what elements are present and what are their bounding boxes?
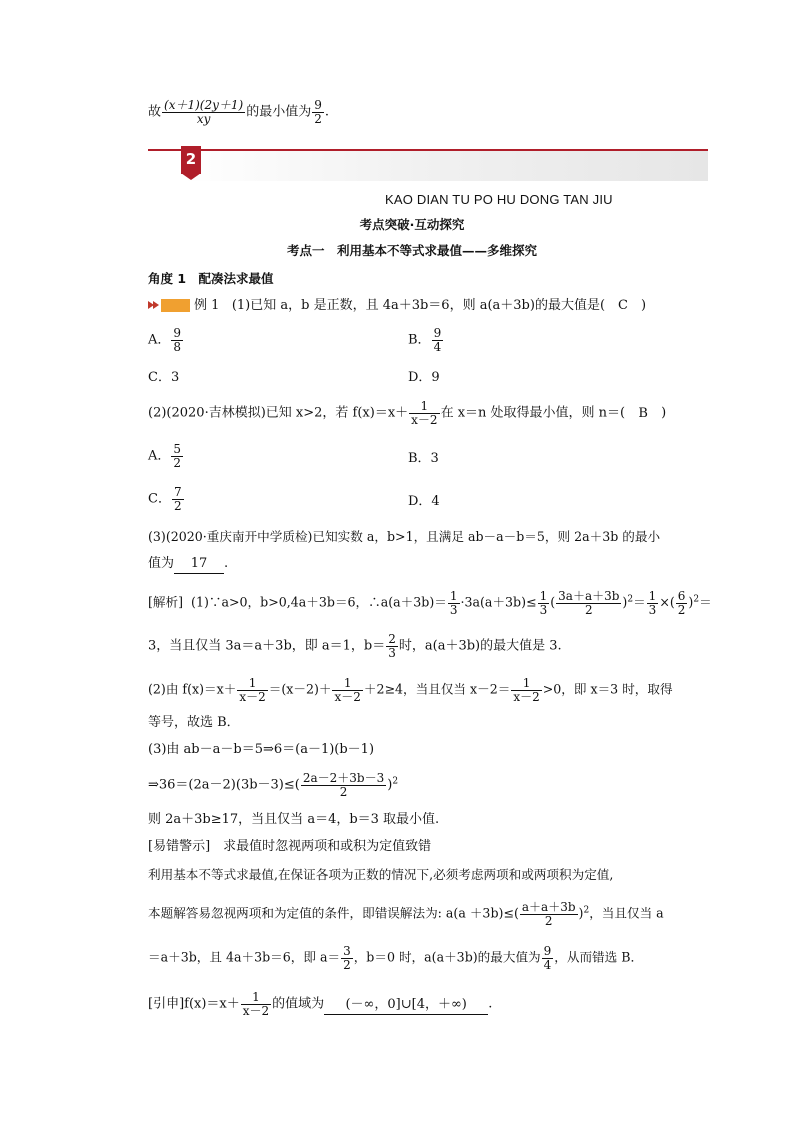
- option-c: C． $\frac{7}{2}$: [148, 485, 182, 513]
- option-d: D．4: [408, 494, 440, 509]
- section-title: 考点突破·互动探究: [359, 217, 465, 232]
- fraction: $\frac{1}{x-2}$: [242, 990, 270, 1018]
- fraction: $\frac{1}{3}$: [539, 589, 548, 617]
- fraction: $\frac{9}{4}$: [543, 944, 552, 972]
- example-marker-icon: [148, 299, 190, 312]
- example1-q3-line1: (3)(2020·重庆南开中学质检)已知实数 a，b>1，且满足 ab－a－b＝5，则 2a＋3b 的最小: [148, 529, 661, 544]
- fraction: $\frac{1}{x-2}$: [513, 676, 540, 704]
- solution-part2-line1: (2)由 f(x)＝x＋ $\frac{1}{x-2}$ ＝(x－2)＋ $\frac{1}{x-2}$ ＋2≥4，当且仅当 x－2＝ $\frac{1}{x-2}$ >0，即 x＝3 时，取得: [148, 676, 673, 704]
- option-b: B． $\frac{9}{4}$: [408, 326, 442, 354]
- example1-q1: 例 1 (1)已知 a，b 是正数，且 4a＋3b＝6，则 a(a＋3b)的最大值是( C ): [148, 297, 646, 315]
- example-label: 例 1: [194, 298, 220, 313]
- option-d: D．9: [408, 370, 440, 385]
- option-a: A． $\frac{9}{8}$: [148, 326, 182, 354]
- fraction: $\frac{1}{3}$: [648, 589, 657, 617]
- fraction: $\frac{9}{8}$: [173, 326, 182, 354]
- answer-choice: C: [618, 298, 628, 313]
- solution-line1: [解析] (1)∵a>0，b>0,4a＋3b＝6，∴a(a＋3b)＝ $\frac{1}{3}$ ·3a(a＋3b)≤ $\frac{1}{3}$ ( $\frac{3a+a+3b}{2}$ )$^2$＝ $\frac{1}{3}$ ×( $\frac{6}{2}$ )$^2$＝: [148, 589, 712, 617]
- warning-line1: 利用基本不等式求最值,在保证各项为正数的情况下,必须考虑两项和或两项积为定值,: [148, 867, 614, 882]
- fraction: $\frac{5}{2}$: [173, 442, 182, 470]
- fraction: $\frac{3}{2}$: [343, 944, 351, 972]
- fraction: $\frac{1}{3}$: [449, 589, 458, 617]
- example1-q2: (2)(2020·吉林模拟)已知 x>2，若 f(x)＝x＋ $\frac{1}{x-2}$ 在 x＝n 处取得最小值，则 n＝( B ): [148, 399, 667, 427]
- answer-blank: (－∞，0]∪[4，＋∞): [324, 996, 488, 1015]
- answer-choice: B: [638, 405, 648, 421]
- answer-blank: 17: [174, 555, 224, 574]
- extension-line: [引申]f(x)＝x＋ $\frac{1}{x-2}$ 的值域为 (－∞，0]∪[4，＋∞) .: [148, 990, 493, 1018]
- section-banner: [148, 146, 708, 182]
- angle-heading: 角度 1 配凑法求最值: [148, 271, 274, 286]
- section-subtitle: 考点一 利用基本不等式求最值——多维探究: [286, 243, 537, 258]
- solution-part2-line2: 等号，故选 B．: [148, 715, 240, 730]
- top-conclusion: 故 $\frac{(x+1)(2y+1)}{xy}$ 的最小值为 $\frac{9}{2}$ .: [148, 98, 329, 126]
- fraction: $\frac{1}{x-2}$: [411, 399, 438, 427]
- warning-line3: ＝a＋3b，且 4a＋3b＝6，即 a＝ $\frac{3}{2}$ ，b＝0 时，a(a＋3b)的最大值为 $\frac{9}{4}$ ，从而错选 B．: [148, 944, 644, 972]
- section-pinyin: KAO DIAN TU PO HU DONG TAN JIU: [385, 192, 613, 207]
- solution-part3-line3: 则 2a＋3b≥17，当且仅当 a＝4，b＝3 取最小值.: [148, 812, 440, 827]
- option-b: B．3: [408, 451, 439, 466]
- solution-part3-line1: (3)由 ab－a－b＝5⇒6＝(a－1)(b－1): [148, 742, 375, 757]
- fraction: $\frac{a+a+3b}{2}$: [521, 900, 576, 928]
- fraction: $\frac{2}{3}$: [388, 632, 396, 660]
- warning-title: [易错警示] 求最值时忽视两项和或积为定值致错: [148, 839, 432, 854]
- solution-part3-line2: ⇒36＝(2a－2)(3b－3)≤( $\frac{2a-2+3b-3}{2}$ )$^2$: [148, 771, 399, 799]
- banner-shade: [182, 151, 708, 181]
- fraction: $\frac{2a-2+3b-3}{2}$: [302, 771, 385, 799]
- fraction: $\frac{3a+a+3b}{2}$: [558, 589, 620, 617]
- solution-line2: 3，当且仅当 3a＝a＋3b，即 a＝1，b＝ $\frac{2}{3}$ 时，a(a＋3b)的最大值是 3.: [148, 632, 562, 660]
- fraction: $\frac{9}{4}$: [433, 326, 442, 354]
- badge-tip-icon: [181, 173, 201, 180]
- example1-q3-line2: 值为 17 .: [148, 555, 228, 574]
- fraction: $\frac{1}{x-2}$: [239, 676, 266, 704]
- option-a: A． $\frac{5}{2}$: [148, 442, 182, 470]
- fraction: $\frac{6}{2}$: [677, 589, 686, 617]
- solution-label: [解析]: [148, 594, 184, 610]
- fraction: $\frac{1}{x-2}$: [334, 676, 361, 704]
- option-c: C．3: [148, 370, 180, 385]
- section-number-badge: 2: [181, 146, 201, 174]
- fraction: $\frac{(x+1)(2y+1)}{xy}$: [164, 98, 244, 126]
- warning-line2: 本题解答易忽视两项和为定值的条件，即错误解法为: a(a ＋3b)≤( $\frac{a+a+3b}{2}$ )$^2$，当且仅当 a: [148, 900, 664, 928]
- fraction: $\frac{7}{2}$: [173, 485, 182, 513]
- fraction: $\frac{9}{2}$: [314, 98, 322, 126]
